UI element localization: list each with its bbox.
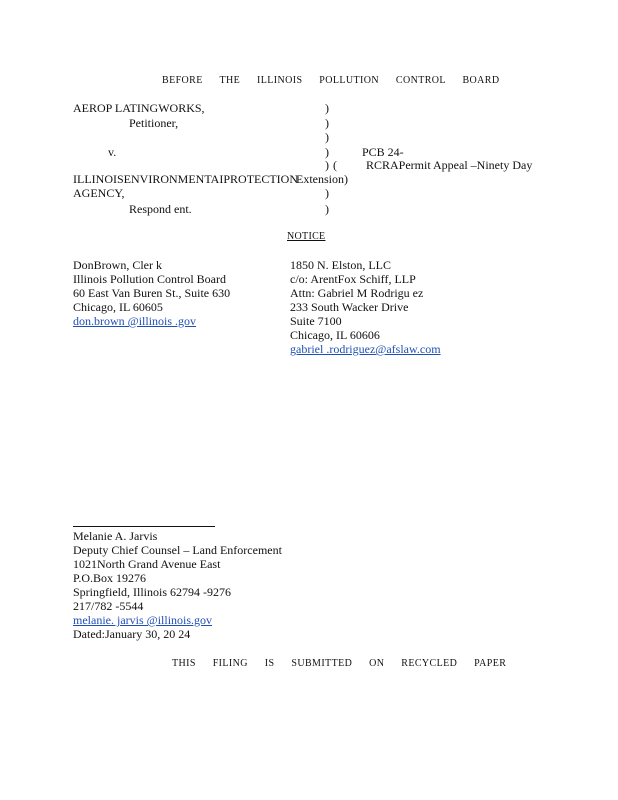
case-type-open-paren: (: [333, 158, 337, 172]
caption-paren: ): [325, 186, 329, 200]
respondent-role: Respond ent.: [129, 202, 192, 216]
respondent-name: ILLINOISENVIRONMENTAIPROTECTION: [73, 172, 299, 186]
case-number: PCB 24-: [362, 145, 404, 159]
recycled-paper-footer: THIS FILING IS SUBMITTED ON RECYCLED PAPER: [172, 658, 507, 669]
signer-name: Melanie A. Jarvis: [73, 529, 158, 543]
address-line: Illinois Pollution Control Board: [73, 272, 227, 286]
address-line: c/o: ArentFox Schiff, LLP: [290, 272, 416, 286]
signature-line: [73, 526, 215, 527]
address-line: Chicago, IL 60605: [73, 300, 163, 314]
notice-title: NOTICE: [287, 231, 326, 242]
petitioner-role: Petitioner,: [129, 116, 179, 130]
caption-paren: ): [325, 145, 329, 159]
caption-paren: ): [325, 101, 329, 115]
versus-label: v.: [108, 145, 117, 159]
signer-city: Springfield, Illinois 62794 -9276: [73, 585, 231, 599]
caption-paren: ): [325, 158, 329, 172]
signer-po-box: P.O.Box 19276: [73, 571, 147, 585]
address-line: Attn: Gabriel M Rodrigu ez: [290, 286, 424, 300]
signer-title: Deputy Chief Counsel – Land Enforcement: [73, 543, 282, 557]
address-line: 60 East Van Buren St., Suite 630: [73, 286, 231, 300]
petitioner-name: AEROP LATINGWORKS,: [73, 101, 205, 115]
case-type: RCRAPermit Appeal –Ninety Day: [366, 158, 533, 172]
signer-street: 1021North Grand Avenue East: [73, 557, 221, 571]
respondent-name-cont: AGENCY,: [73, 186, 125, 200]
address-line: 1850 N. Elston, LLC: [290, 258, 391, 272]
address-line: Suite 7100: [290, 314, 342, 328]
signer-email-link[interactable]: melanie. jarvis @illinois.gov: [73, 613, 213, 627]
caption-paren: ): [325, 202, 329, 216]
counsel-email-link[interactable]: gabriel .rodriguez@afslaw.com: [290, 342, 441, 356]
caption-paren: ): [325, 116, 329, 130]
page-heading: BEFORE THE ILLINOIS POLLUTION CONTROL BOARD: [162, 75, 500, 86]
case-type-cont: Extension): [296, 172, 348, 186]
signer-phone: 217/782 -5544: [73, 599, 144, 613]
address-line: 233 South Wacker Drive: [290, 300, 409, 314]
clerk-email-link[interactable]: don.brown @illinois .gov: [73, 314, 197, 328]
address-line: DonBrown, Cler k: [73, 258, 162, 272]
caption-paren: ): [325, 130, 329, 144]
signature-date: Dated:January 30, 20 24: [73, 627, 191, 641]
address-line: Chicago, IL 60606: [290, 328, 380, 342]
